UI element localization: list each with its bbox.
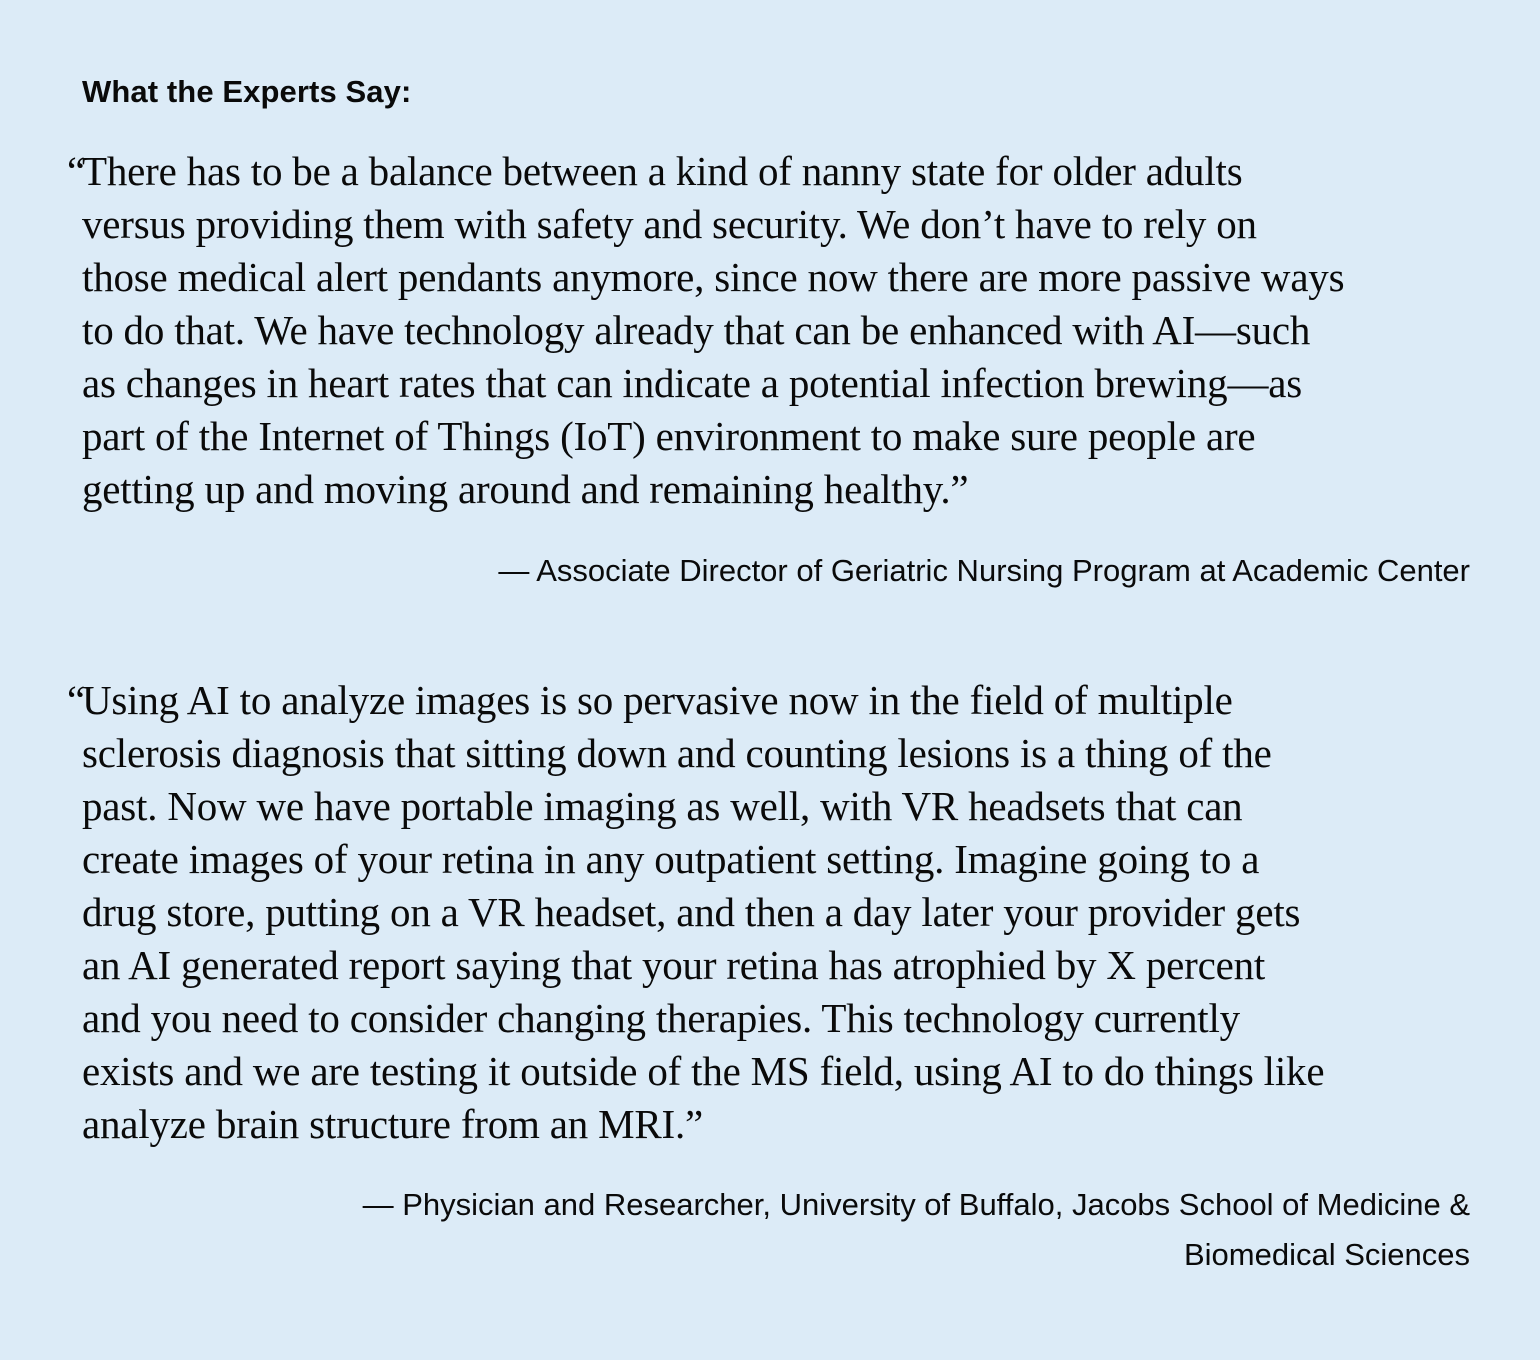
quote-line: analyze brain structure from an MRI.” — [82, 1101, 704, 1147]
quote-line: as changes in heart rates that can indicate a potential infection brewing—as — [82, 360, 1303, 406]
quote-attribution-2 — [363, 1180, 1470, 1280]
quote-line: create images of your retina in any outpatient setting. Imagine going to a — [82, 836, 1260, 882]
quote-line: “ Using AI to analyze images is so pervasive now in the field of multiple — [82, 674, 1324, 727]
quote-line: an AI generated report saying that your retina has atrophied by X percent — [82, 942, 1266, 988]
quote-line: and you need to consider changing therapies. This technology currently — [82, 995, 1240, 1041]
expert-quote-1 — [67, 145, 1345, 516]
open-quote-mark: “ — [67, 677, 85, 723]
quote-line: those medical alert pendants anymore, since now there are more passive ways — [82, 254, 1345, 300]
quote-line: exists and we are testing it outside of the MS field, using AI to do things like — [82, 1048, 1325, 1094]
section-heading: What the Experts Say: — [82, 74, 412, 109]
attribution-line: — Physician and Researcher, University of Buffalo, Jacobs School of Medicine & — [362, 1187, 1470, 1222]
quote-line: part of the Internet of Things (IoT) environment to make sure people are — [82, 413, 1256, 459]
quote-line: versus providing them with safety and security. We don’t have to rely on — [82, 201, 1257, 247]
quote-line: past. Now we have portable imaging as well, with VR headsets that can — [82, 783, 1243, 829]
attribution-line: — Associate Director of Geriatric Nursing Program at Academic Center — [498, 553, 1470, 588]
expert-quote-2 — [67, 674, 1325, 1151]
quote-line: to do that. We have technology already that can be enhanced with AI—such — [82, 307, 1311, 353]
quote-line: “ There has to be a balance between a kind of nanny state for older adults — [82, 145, 1344, 198]
quote-attribution-1 — [498, 546, 1470, 596]
quote-line: getting up and moving around and remaining healthy.” — [82, 466, 969, 512]
attribution-line: Biomedical Sciences — [1183, 1237, 1470, 1272]
open-quote-mark: “ — [67, 148, 85, 194]
quote-line: sclerosis diagnosis that sitting down and counting lesions is a thing of the — [82, 730, 1272, 776]
quote-line: drug store, putting on a VR headset, and then a day later your provider gets — [82, 889, 1301, 935]
